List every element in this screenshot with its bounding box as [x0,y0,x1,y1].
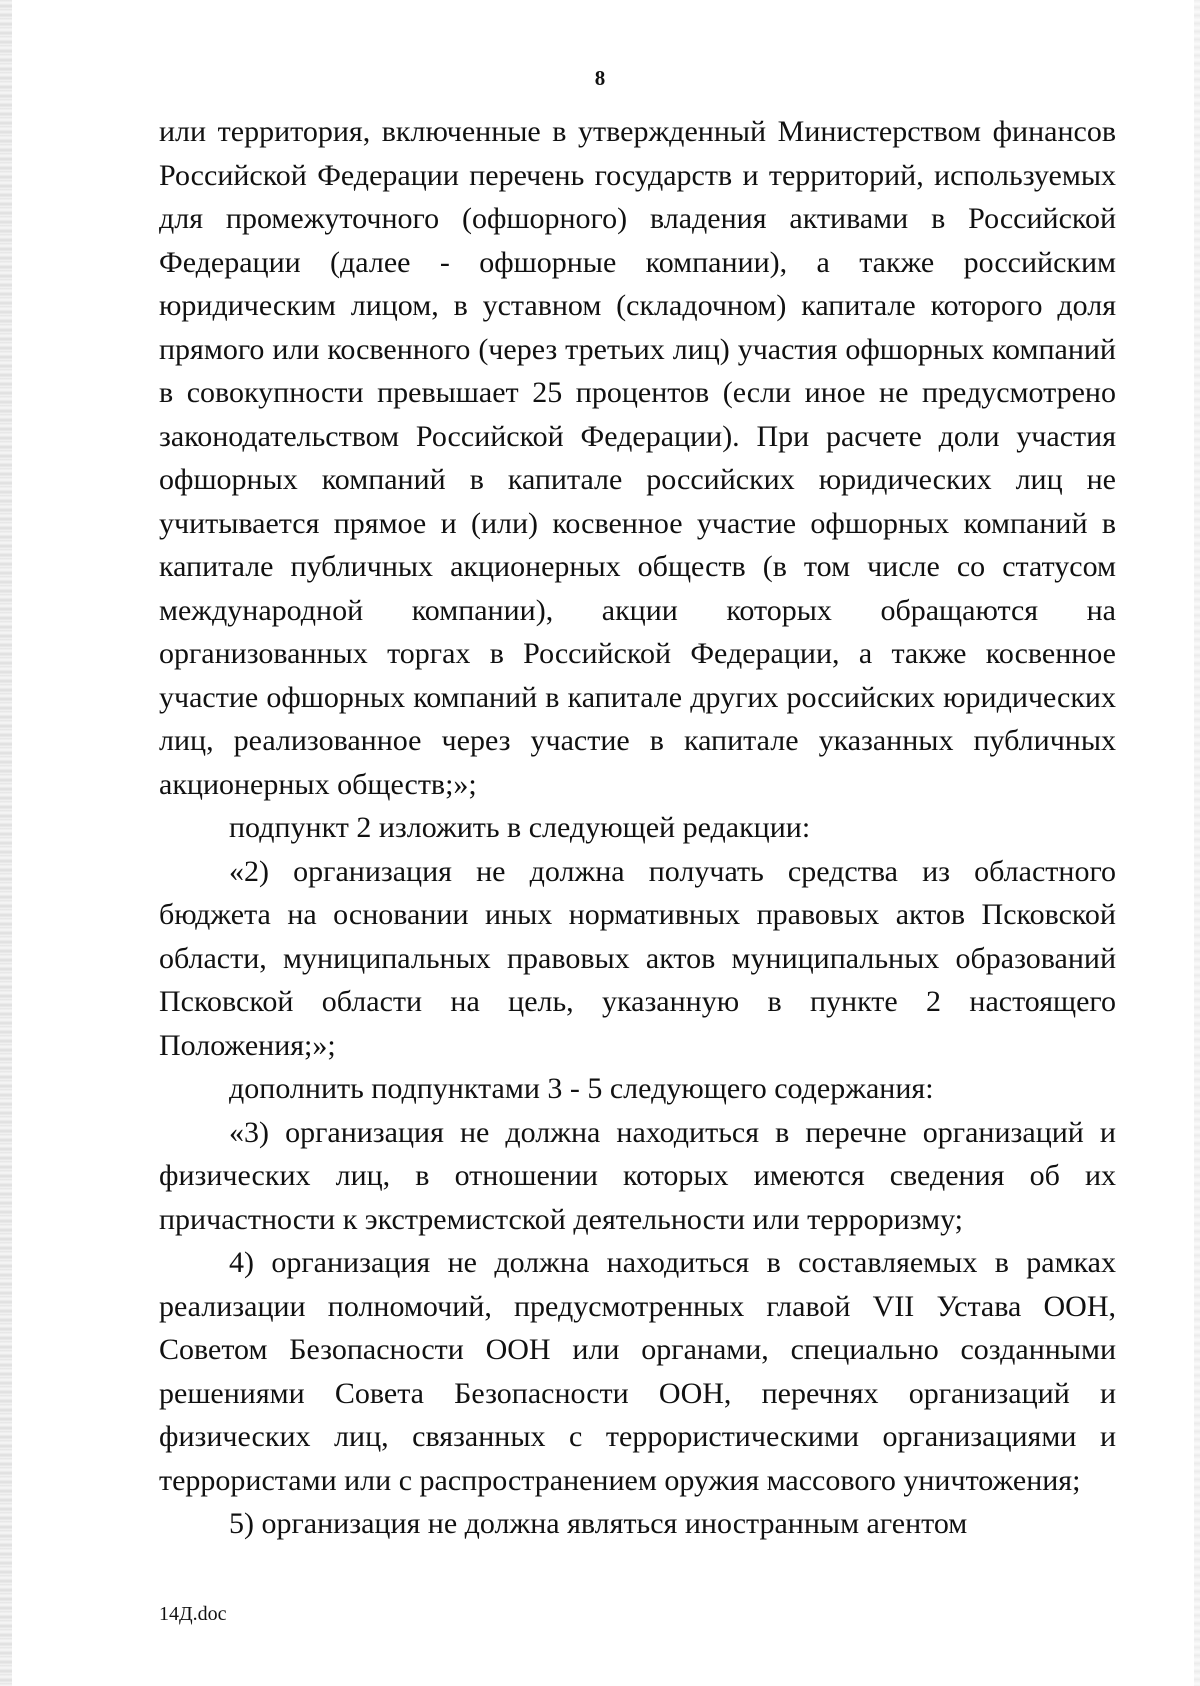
paragraph-subpoints-3-5-intro: дополнить подпунктами 3 - 5 следующего содержания: [229,1072,934,1105]
paragraph-subpoint-2-intro: подпункт 2 изложить в следующей редакции: [229,811,811,844]
paragraph-subpoint-5: 5) организация не должна являться иностранным агентом [229,1507,968,1540]
footer-filename: 14Д.doc [159,1603,227,1625]
paragraph-subpoint-2: «2) организация не должна получать средства из областного бюджета на основании иных нормативных правовых актов Псковской области, муниципальных правовых актов муниципальных образований Псковской области на цель, указанную в пункте 2 настоящего Положения;»; [159,854,1116,1062]
paragraph-subpoint-3: «3) организация не должна находиться в перечне организаций и физических лиц, в отношении которых имеются сведения об их причастности к экстремистской деятельности или терроризму; [159,1115,1116,1236]
paragraph-continuation: или территория, включенные в утвержденный Министерством финансов Российской Федерации перечень государств и территорий, используемых для промежуточного (офшорного) владения активами в Российской Федерации (далее - офшорные компании), а также российским юридическим лицом, в уставном (складочном) капитале которого доля прямого или косвенного (через третьих лиц) участия офшорных компаний в совокупности превышает 25 процентов (если иное не предусмотрено законодательством Российской Федерации). При расчете доли участия офшорных компаний в капитале российских юридических лиц не учитывается прямое и (или) косвенное участие офшорных компаний в капитале публичных акционерных обществ (в том числе со статусом международной компании), акции которых обращаются на организованных торгах в Российской Федерации, а также косвенное участие офшорных компаний в капитале других российских юридических лиц, реализованное через участие в капитале указанных публичных акционерных обществ;»; [159,115,1116,801]
scan-left-edge [0,0,12,1686]
paragraph-subpoint-4: 4) организация не должна находиться в составляемых в рамках реализации полномочий, предусмотренных главой VII Устава ООН, Советом Безопасности ООН или органами, специально созданными решениями Совета Безопасности ООН, перечнях организаций и физических лиц, связанных с террористическими организациями и террористами или с распространением оружия массового уничтожения; [159,1246,1116,1497]
page-number: 8 [594,66,606,90]
scan-right-edge [1194,0,1200,1686]
document-body [159,110,1116,1546]
